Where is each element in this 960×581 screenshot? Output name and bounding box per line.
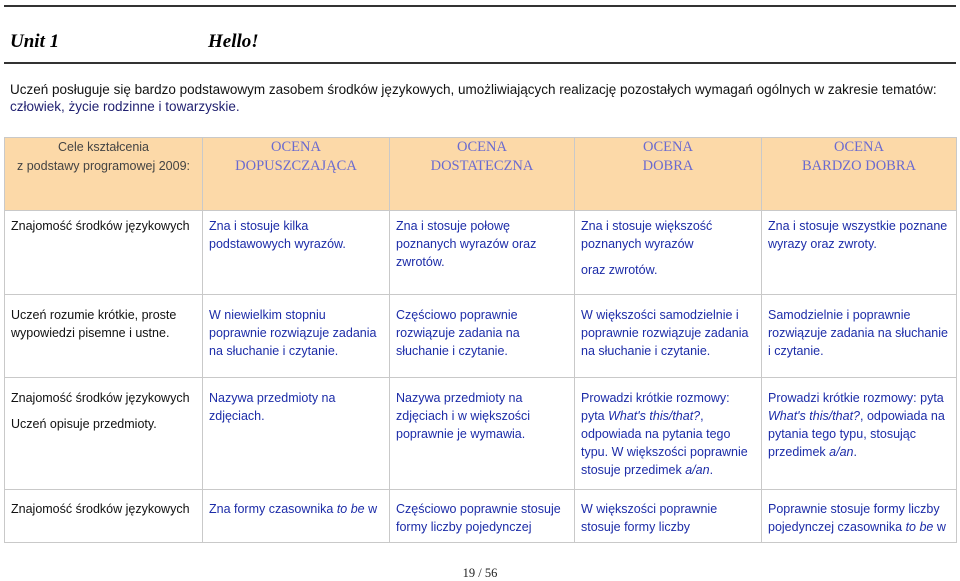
requirement-text: Zna i stosuje wszystkie poznane wyrazy oraz zwroty.: [768, 219, 948, 251]
header-goals-line1: Cele kształcenia: [57, 140, 149, 154]
requirement-fragment: w: [933, 520, 946, 534]
table-header-row: [5, 138, 957, 211]
grade-cell: [762, 295, 957, 378]
grade-label: OCENA: [271, 139, 321, 155]
intro-text: Uczeń posługuje się bardzo podstawowym zasobem środków językowych, umożliwiających realizację pozostałych wymagań ogólnych w zakresie tematów:: [10, 82, 937, 97]
table-row: [5, 295, 957, 378]
requirement-fragment: Prowadzi krótkie rozmowy: pyta: [581, 391, 730, 423]
requirement-text: W niewielkim stopniu poprawnie rozwiązuje zadania na słuchanie i czytanie.: [209, 308, 377, 358]
grade-cell: [575, 490, 762, 543]
requirement-line: Zna i stosuje większość poznanych wyrazów: [581, 219, 713, 251]
header-grade-dopuszczajaca: [203, 138, 390, 211]
grade-cell: [575, 211, 762, 295]
goal-line: Uczeń opisuje przedmioty.: [11, 417, 157, 431]
requirement-fragment: , odpowiada na pytania tego typu, stosując przedimek: [768, 409, 945, 459]
requirement-fragment: w: [364, 502, 378, 516]
requirement-text: [203, 490, 389, 518]
grade-label: OCENA: [457, 139, 507, 155]
header-goals-line2: z podstawy programowej 2009:: [16, 159, 190, 173]
grade-cell: [762, 490, 957, 543]
requirement-fragment: .: [853, 445, 857, 459]
goal-text: Znajomość środków językowych: [11, 502, 190, 516]
grade-cell: [575, 378, 762, 490]
header-grade-dobra: [575, 138, 762, 211]
english-phrase: a/an: [685, 463, 710, 477]
goal-text: Znajomość środków językowych: [11, 219, 190, 233]
grade-cell: [203, 378, 390, 490]
page-number: 19 / 56: [462, 566, 498, 580]
requirement-text: Częściowo poprawnie stosuje formy liczby pojedynczej: [396, 502, 561, 534]
grade-name: DOBRA: [642, 158, 694, 174]
grade-cell: [762, 378, 957, 490]
goal-cell: [5, 295, 203, 378]
requirement-text: Samodzielnie i poprawnie rozwiązuje zadania na słuchanie i czytanie.: [768, 308, 948, 358]
requirements-table: [4, 137, 957, 543]
header-goals-cell: [5, 138, 203, 211]
requirement-line: oraz zwrotów.: [581, 263, 658, 277]
goal-cell: [5, 211, 203, 295]
goal-cell: [5, 378, 203, 490]
english-phrase: a/an: [829, 445, 854, 459]
table-row: [5, 378, 957, 490]
goal-line: Znajomość środków językowych: [11, 391, 190, 405]
english-phrase: What's this/that?: [768, 409, 861, 423]
heading-rule: [4, 62, 956, 64]
page-heading: [10, 31, 259, 53]
grade-cell: [203, 490, 390, 543]
requirement-text: Nazywa przedmioty na zdjęciach.: [209, 391, 336, 423]
grade-cell: [203, 211, 390, 295]
grade-cell: [390, 211, 575, 295]
grade-label: OCENA: [643, 139, 693, 155]
grade-cell: [390, 490, 575, 543]
unit-label: Unit 1: [10, 31, 60, 52]
english-phrase: to be: [336, 502, 365, 516]
table-row: [5, 490, 957, 543]
goal-text: [5, 378, 202, 433]
requirement-text: W większości poprawnie stosuje formy liczby: [581, 502, 718, 534]
requirement-fragment: Poprawnie stosuje formy liczby pojedynczej czasownika: [768, 502, 940, 534]
intro-topics: człowiek, życie rodzinne i towarzyskie.: [10, 99, 240, 114]
top-rule: [4, 5, 956, 7]
grade-cell: [575, 295, 762, 378]
intro-paragraph: [10, 81, 950, 115]
unit-title: Hello!: [208, 31, 259, 52]
grade-label: OCENA: [834, 139, 884, 155]
grade-cell: [390, 295, 575, 378]
table-row: [5, 211, 957, 295]
requirement-text: Zna i stosuje połowę poznanych wyrazów oraz zwrotów.: [396, 219, 537, 269]
goal-cell: [5, 490, 203, 543]
grade-name: DOSTATECZNA: [430, 158, 534, 174]
grade-cell: [762, 211, 957, 295]
requirement-text: [762, 378, 956, 461]
requirement-fragment: , odpowiada na pytania tego typu. W większości poprawnie stosuje przedimek: [581, 409, 748, 477]
grade-name: DOPUSZCZAJĄCA: [235, 158, 357, 174]
grade-cell: [390, 378, 575, 490]
requirement-text: [575, 211, 761, 279]
requirement-fragment: .: [709, 463, 714, 477]
requirement-fragment: Zna formy czasownika: [209, 502, 337, 516]
requirement-fragment: Prowadzi krótkie rozmowy: pyta: [768, 391, 944, 405]
requirement-text: Częściowo poprawnie rozwiązuje zadania na słuchanie i czytanie.: [396, 308, 520, 358]
requirement-text: [762, 490, 956, 536]
english-phrase: to be: [905, 520, 934, 534]
grade-name: BARDZO DOBRA: [802, 158, 916, 174]
requirement-text: [575, 378, 761, 479]
header-grade-dostateczna: [390, 138, 575, 211]
requirement-text: Zna i stosuje kilka podstawowych wyrazów.: [209, 219, 346, 251]
requirement-text: Nazywa przedmioty na zdjęciach i w większości poprawnie je wymawia.: [396, 391, 531, 441]
goal-text: Uczeń rozumie krótkie, proste wypowiedzi pisemne i ustne.: [11, 308, 177, 340]
english-phrase: What's this/that?: [608, 409, 701, 423]
grade-cell: [203, 295, 390, 378]
requirement-text: W większości samodzielnie i poprawnie rozwiązuje zadania na słuchanie i czytanie.: [581, 308, 749, 358]
header-grade-bardzo-dobra: [762, 138, 957, 211]
